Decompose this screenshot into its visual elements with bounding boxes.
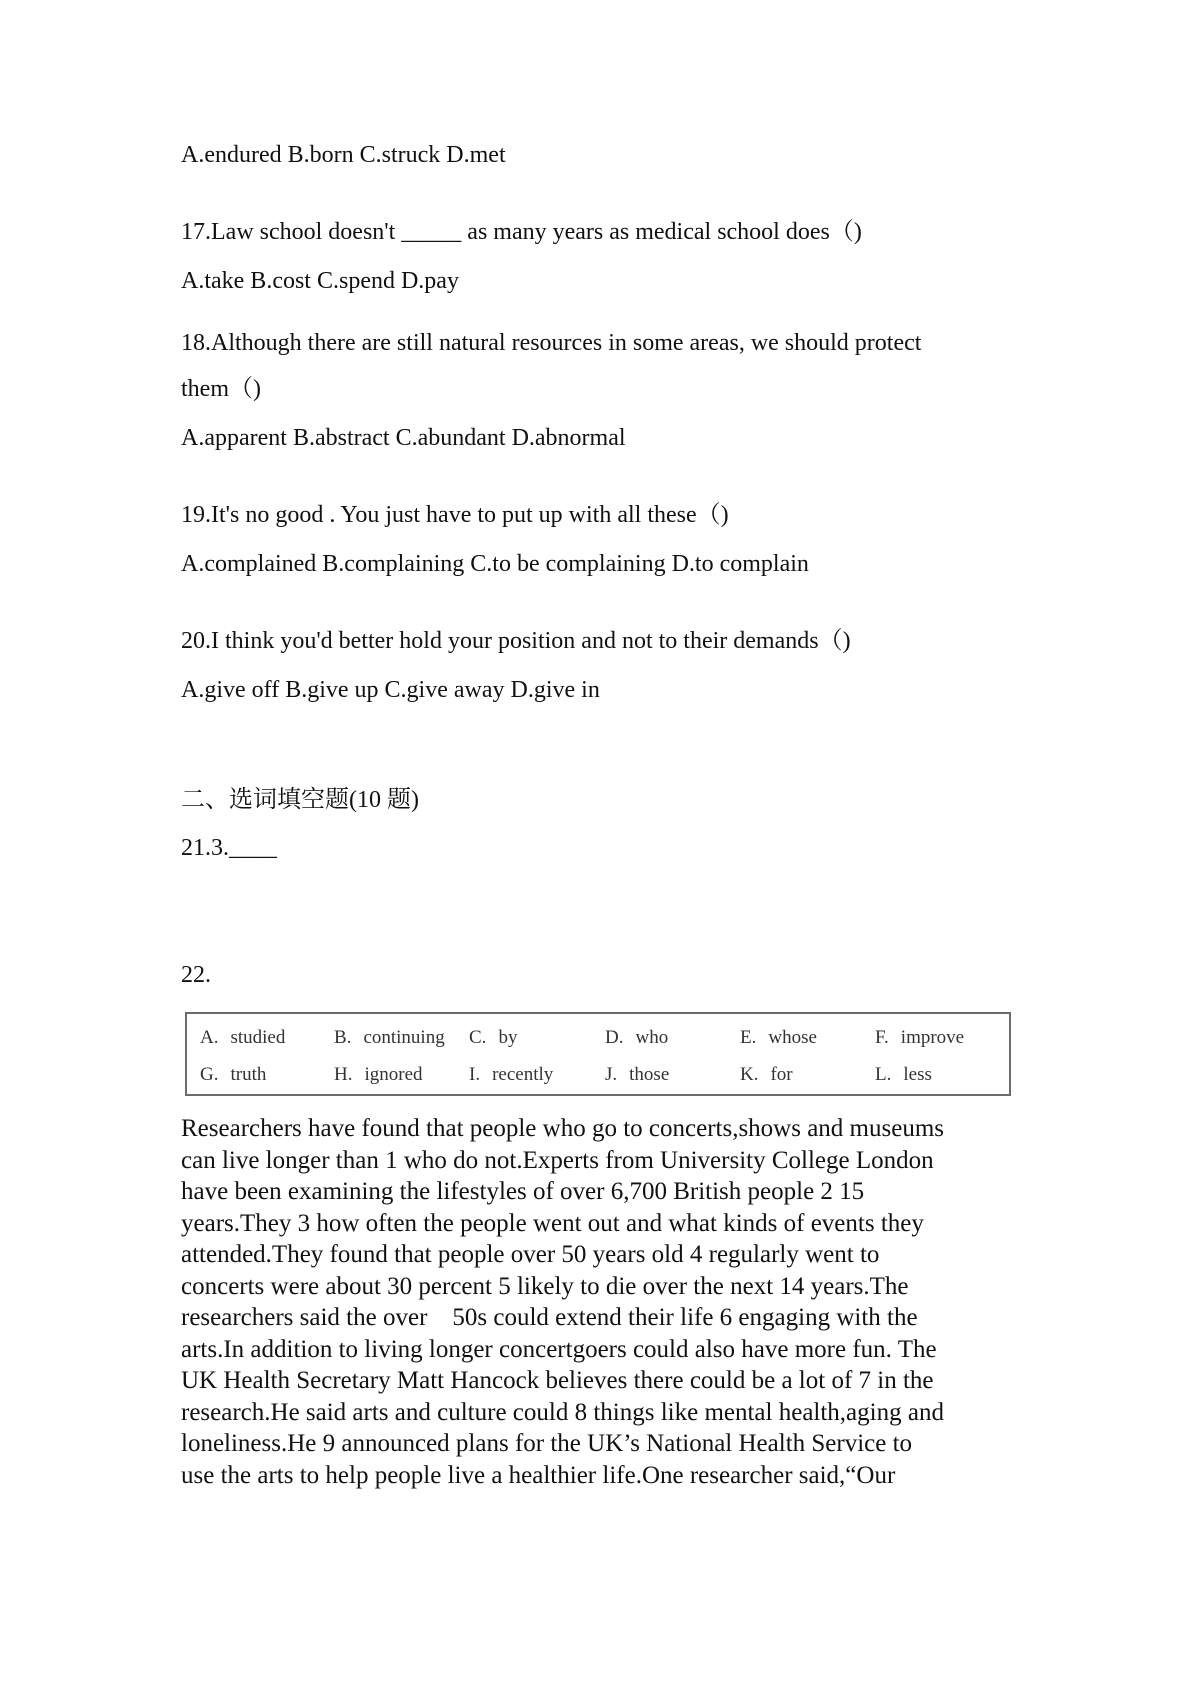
question-17-options: A.take B.cost C.spend D.pay (181, 268, 459, 294)
word-bank-option (200, 1064, 266, 1086)
passage-line: loneliness.He 9 announced plans for the UK’s National Health Service to (181, 1430, 913, 1457)
passage-line: have been examining the lifestyles of over 6,700 British people 2 15 (181, 1178, 865, 1205)
question-22-number: 22. (181, 962, 211, 988)
section-heading: 二、选词填空题(10 题) (181, 787, 419, 813)
passage-line: UK Health Secretary Matt Hancock believes there could be a lot of 7 in the (181, 1367, 934, 1394)
option-letter: F. (875, 1027, 889, 1048)
option-word: those (629, 1064, 670, 1085)
option-letter: G. (200, 1064, 219, 1085)
word-bank-box (185, 1012, 1011, 1096)
question-19-stem: 19.It's no good . You just have to put up with all these（) (181, 502, 729, 528)
word-bank-option (334, 1027, 445, 1049)
passage-line: use the arts to help people live a healthier life.One researcher said,“Our (181, 1461, 896, 1489)
option-letter: I. (469, 1064, 481, 1085)
option-word: studied (230, 1027, 286, 1048)
passage-line: research.He said arts and culture could 8 things like mental health,aging and (181, 1398, 944, 1426)
word-bank-option (875, 1027, 964, 1049)
option-letter: D. (605, 1027, 624, 1048)
passage-line: arts.In addition to living longer concertgoers could also have more fun. The (181, 1335, 937, 1363)
option-letter: E. (740, 1027, 757, 1048)
option-letter: J. (605, 1064, 618, 1085)
option-letter: A. (200, 1027, 219, 1048)
option-word: by (498, 1027, 518, 1048)
question-18-stem-line2: them（) (181, 376, 261, 402)
option-letter: B. (334, 1027, 352, 1048)
passage-line: researchers said the over 50s could extend their life 6 engaging with the (181, 1304, 918, 1331)
option-word: less (903, 1064, 932, 1085)
word-bank-option (605, 1027, 668, 1049)
option-letter: C. (469, 1027, 487, 1048)
passage-line: years.They 3 how often the people went out and what kinds of events they (181, 1209, 924, 1237)
word-bank-option (605, 1064, 669, 1086)
word-bank-option (740, 1027, 817, 1049)
question-20-stem: 20.I think you'd better hold your position and not to their demands（) (181, 628, 851, 654)
word-bank-option (740, 1064, 793, 1086)
question-18-options: A.apparent B.abstract C.abundant D.abnormal (181, 425, 626, 451)
option-word: who (635, 1027, 669, 1048)
question-18-stem-line1: 18.Although there are still natural resources in some areas, we should protect (181, 330, 922, 356)
option-letter: L. (875, 1064, 892, 1085)
option-word: improve (900, 1027, 965, 1048)
passage-line: Researchers have found that people who go to concerts,shows and museums (181, 1115, 945, 1142)
question-19-options: A.complained B.complaining C.to be complaining D.to complain (181, 551, 809, 577)
passage-line: can live longer than 1 who do not.Experts from University College London (181, 1146, 934, 1174)
word-bank-option (469, 1027, 517, 1049)
word-bank-option (469, 1064, 553, 1086)
passage-line: concerts were about 30 percent 5 likely to die over the next 14 years.The (181, 1272, 909, 1300)
option-word: whose (768, 1027, 817, 1048)
word-bank-option (200, 1027, 285, 1049)
question-21: 21.3.____ (181, 835, 277, 861)
passage-line: attended.They found that people over 50 years old 4 regularly went to (181, 1241, 880, 1268)
question-17-stem: 17.Law school doesn't _____ as many years as medical school does（) (181, 219, 862, 245)
option-letter: H. (334, 1064, 353, 1085)
option-letter: K. (740, 1064, 759, 1085)
option-word: ignored (364, 1064, 423, 1085)
word-bank-option (875, 1064, 932, 1086)
option-word: for (770, 1064, 793, 1085)
question-20-options: A.give off B.give up C.give away D.give in (181, 677, 600, 703)
option-word: truth (230, 1064, 267, 1085)
word-bank-option (334, 1064, 423, 1086)
cloze-passage (181, 1113, 1041, 1491)
question-16-options: A.endured B.born C.struck D.met (181, 142, 506, 168)
option-word: recently (492, 1064, 554, 1085)
option-word: continuing (363, 1027, 445, 1048)
